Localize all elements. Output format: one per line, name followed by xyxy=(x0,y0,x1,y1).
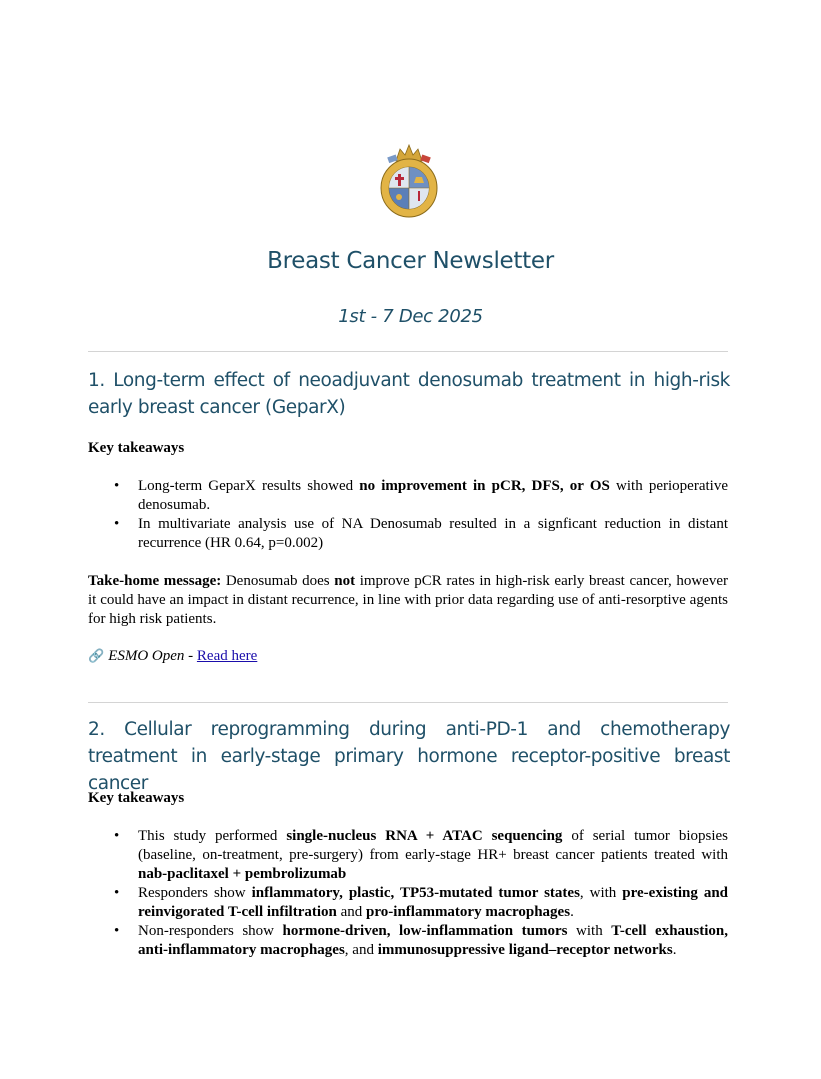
section-1-heading: 1. Long-term effect of neoadjuvant denosumab treatment in high-risk early breast cancer (GeparX) xyxy=(88,370,730,418)
section-1-key-takeaways-label: Key takeaways xyxy=(88,440,185,456)
take-home-message: Take-home message: Denosumab does not improve pCR rates in high-risk early breast cancer, however it could have an impact in distant recurrence, in line with prior data regarding use of anti-resorptive agents for high risk patients. xyxy=(88,573,728,627)
journal-name: ESMO Open xyxy=(108,648,185,664)
list-item: • This study performed single-nucleus RNA + ATAC sequencing of serial tumor biopsies (baseline, on-treatment, pre-surgery) from early-stage HR+ breast cancer patients treated with nab-paclitaxel + pembrolizumab xyxy=(88,827,728,884)
source-line: 🔗 ESMO Open - Read here xyxy=(88,648,258,664)
section-2-key-takeaways-label: Key takeaways xyxy=(88,790,185,806)
section-2-takeaways-list xyxy=(88,827,728,960)
section-divider xyxy=(88,702,728,703)
list-item: • Long-term GeparX results showed no improvement in pCR, DFS, or OS with perioperative denosumab. xyxy=(88,477,728,515)
university-crest-logo xyxy=(378,143,440,219)
link-icon: 🔗 xyxy=(88,648,105,663)
list-item: • In multivariate analysis use of NA Denosumab resulted in a signficant reduction in distant recurrence (HR 0.64, p=0.002) xyxy=(88,515,728,553)
date-range: 1st - 7 Dec 2025 xyxy=(338,306,483,327)
section-2-heading: 2. Cellular reprogramming during anti-PD-1 and chemotherapy treatment in early-stage primary hormone receptor-positive breast cancer xyxy=(88,719,730,794)
section-divider xyxy=(88,351,728,352)
read-here-link[interactable]: Read here xyxy=(196,648,258,664)
newsletter-title: Breast Cancer Newsletter xyxy=(267,248,554,274)
list-item: • Responders show inflammatory, plastic, TP53-mutated tumor states, with pre-existing and reinvigorated T-cell infiltration and pro-inflammatory macrophages. xyxy=(88,884,728,922)
section-1-takeaways-list xyxy=(88,477,728,553)
list-item: • Non-responders show hormone-driven, low-inflammation tumors with T-cell exhaustion, anti-inflammatory macrophages, and immunosuppressive ligand–receptor networks. xyxy=(88,922,728,960)
